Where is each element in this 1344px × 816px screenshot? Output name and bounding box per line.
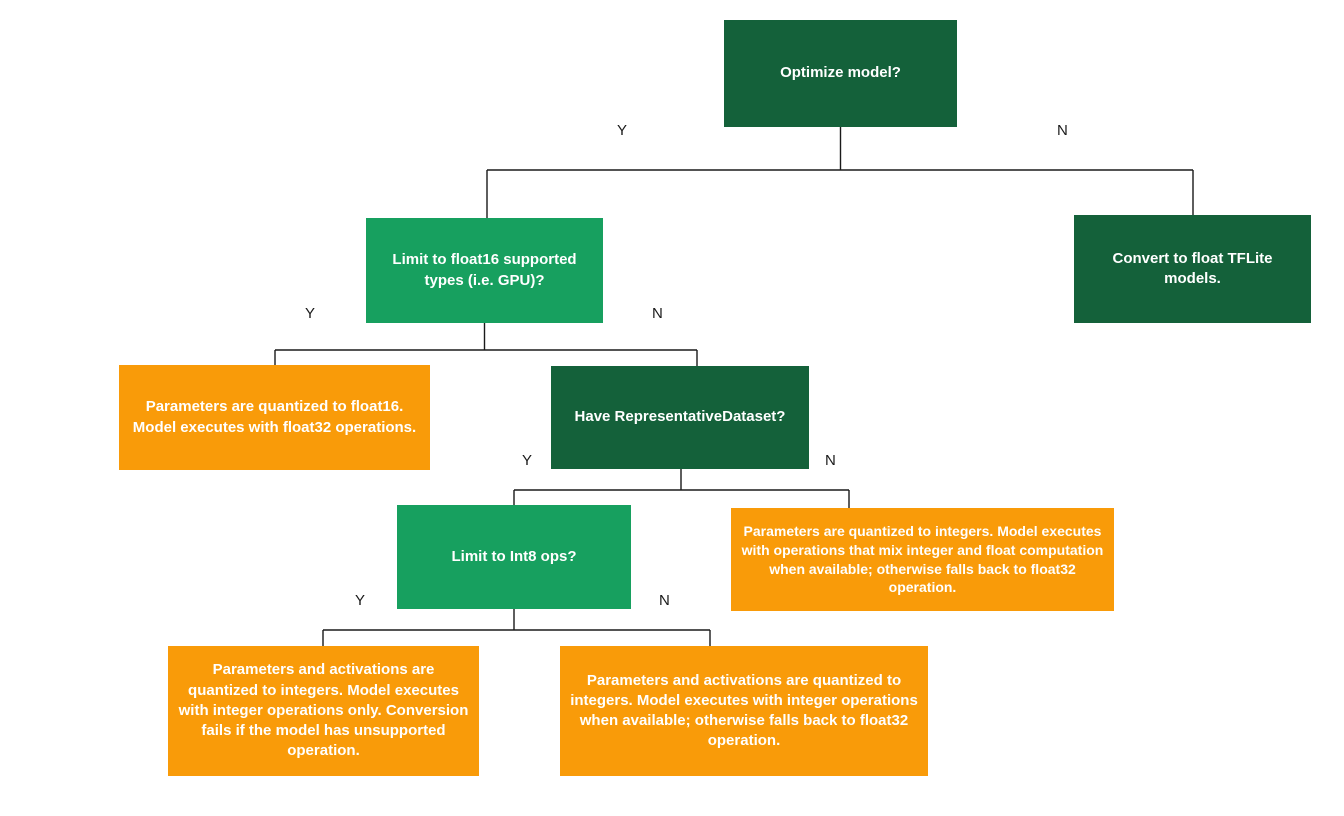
node-mixed-integer-float-result — [731, 508, 1114, 611]
connector-optimize-split — [487, 127, 1193, 218]
node-int8-only-result — [168, 646, 479, 776]
connector-int8-split — [323, 609, 710, 646]
node-float16-result — [119, 365, 430, 470]
node-optimize-model — [724, 20, 957, 127]
node-label: Parameters and activations are quantized to integers. Model executes with integer operations when available; otherwise falls back to float32 operation. — [570, 671, 918, 750]
node-label: Parameters and activations are quantized to integers. Model executes with integer operations only. Conversion fails if the model has unsupported operation. — [178, 661, 469, 760]
edge-label-optimize-no: N — [1057, 122, 1068, 139]
edge-label-repdataset-no: N — [825, 452, 836, 469]
node-label: Parameters are quantized to integers. Model executes with operations that mix integer and float computation when available; otherwise falls back to float32 operation. — [741, 522, 1104, 596]
edge-label-optimize-yes: Y — [617, 122, 628, 139]
edge-label-int8-yes: Y — [355, 592, 366, 609]
node-label: Have RepresentativeDataset? — [574, 408, 786, 426]
node-limit-int8-ops — [397, 505, 631, 609]
node-convert-float-tflite — [1074, 215, 1311, 323]
node-int8-fallback-result — [560, 646, 928, 776]
edge-label-float16-no: N — [652, 305, 663, 322]
connector-repdataset-split — [514, 469, 849, 508]
node-label: Parameters are quantized to float16. Model executes with float32 operations. — [132, 398, 417, 436]
node-have-representative-dataset — [551, 366, 809, 469]
node-label: Limit to Int8 ops? — [451, 547, 577, 565]
node-label: Limit to float16 supported types (i.e. GPU)? — [392, 251, 577, 289]
node-label: Convert to float TFLite models. — [1112, 249, 1273, 287]
connector-float16-split — [275, 323, 697, 366]
node-limit-float16 — [366, 218, 603, 323]
edge-label-int8-no: N — [659, 592, 670, 609]
edge-label-float16-yes: Y — [305, 305, 316, 322]
node-label: Optimize model? — [780, 64, 901, 82]
edge-label-repdataset-yes: Y — [522, 452, 533, 469]
